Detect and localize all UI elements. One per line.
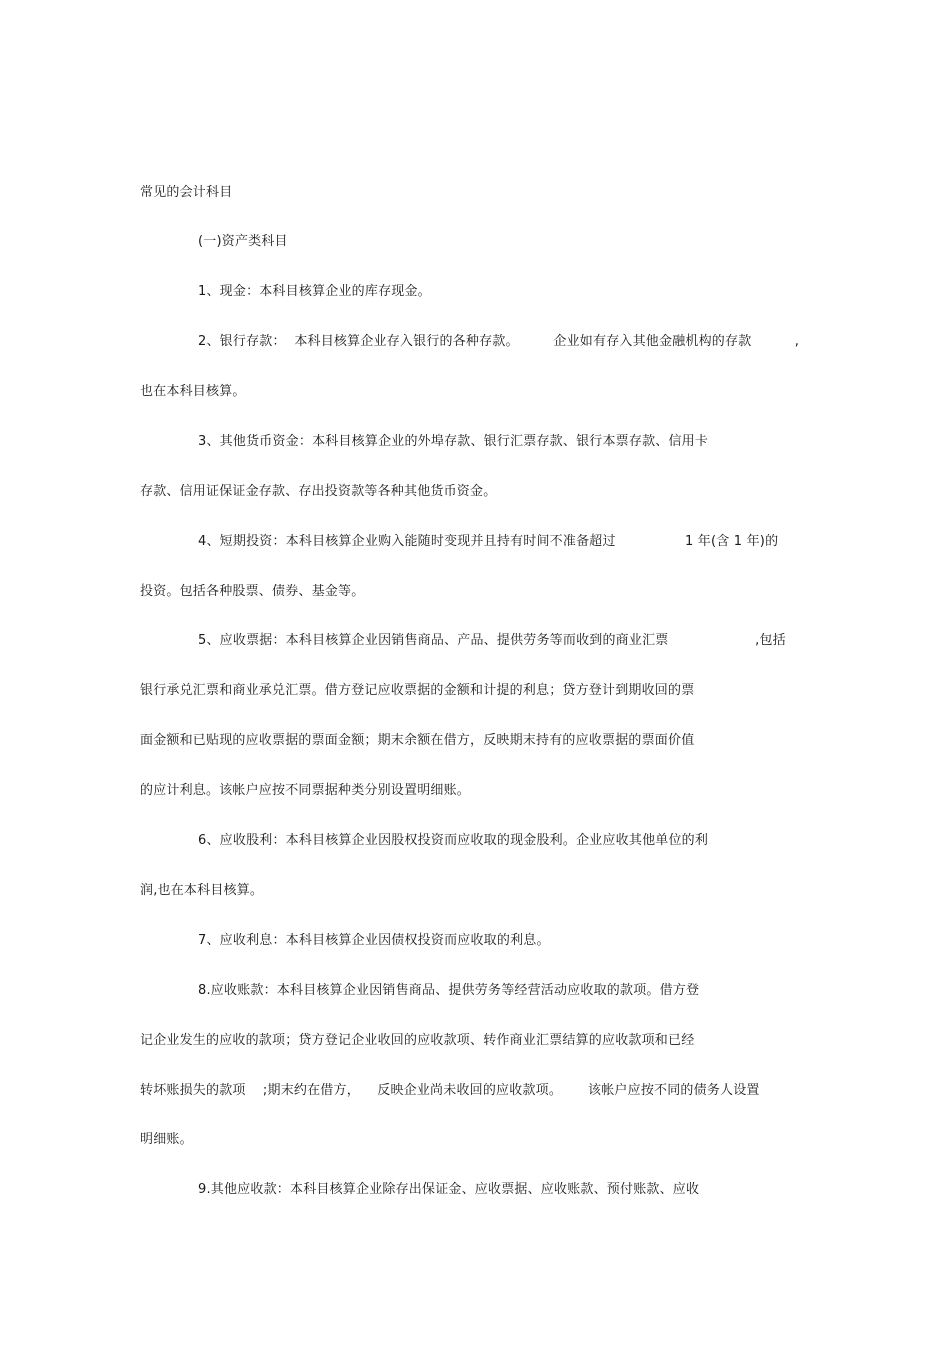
text-line: 的应计利息。该帐户应按不同票据种类分别设置明细账。	[140, 783, 471, 798]
text-line: 存款、信用证保证金存款、存出投资款等各种其他货币资金。	[140, 484, 497, 499]
text-line: 记企业发生的应收的款项；贷方登记企业收回的应收款项、转作商业汇票结算的应收款项和已经	[140, 1033, 695, 1048]
text-line: 投资。包括各种股票、债券、基金等。	[140, 584, 365, 599]
text-line: 明细账。	[140, 1132, 193, 1147]
text-line: 也在本科目核算。	[140, 384, 246, 399]
text-line: 2、银行存款： 本科目核算企业存入银行的各种存款。 企业如有存入其他金融机构的存款 ,	[198, 334, 800, 349]
text-line: 4、短期投资：本科目核算企业购入能随时变现并且持有时间不准备超过 1 年(含 1 年)的	[198, 534, 779, 549]
text-line: 7、应收利息：本科目核算企业因债权投资而应收取的利息。	[198, 933, 550, 948]
text-line: 3、其他货币资金：本科目核算企业的外埠存款、银行汇票存款、银行本票存款、信用卡	[198, 434, 709, 449]
text-line: 1、现金：本科目核算企业的库存现金。	[198, 284, 431, 299]
text-line: 6、应收股利：本科目核算企业因股权投资而应收取的现金股利。企业应收其他单位的利	[198, 833, 709, 848]
text-line: 9.其他应收款：本科目核算企业除存出保证金、应收票据、应收账款、预付账款、应收	[198, 1182, 700, 1197]
text-line: 银行承兑汇票和商业承兑汇票。借方登记应收票据的金额和计提的利息；贷方登计到期收回的票	[140, 683, 695, 698]
text-line: 面金额和已贴现的应收票据的票面金额；期末余额在借方，反映期末持有的应收票据的票面价值	[140, 733, 695, 748]
text-line: 润,也在本科目核算。	[140, 883, 264, 898]
text-line: 8.应收账款：本科目核算企业因销售商品、提供劳务等经营活动应收取的款项。借方登	[198, 983, 700, 998]
document-title: 常见的会计科目	[140, 185, 233, 200]
section-heading: (一)资产类科目	[198, 234, 288, 249]
text-line: 5、应收票据：本科目核算企业因销售商品、产品、提供劳务等而收到的商业汇票 ,包括	[198, 633, 786, 648]
text-line: 转坏账损失的款项 ;期末约在借方， 反映企业尚未收回的应收款项。 该帐户应按不同的债务人设置	[140, 1083, 760, 1098]
